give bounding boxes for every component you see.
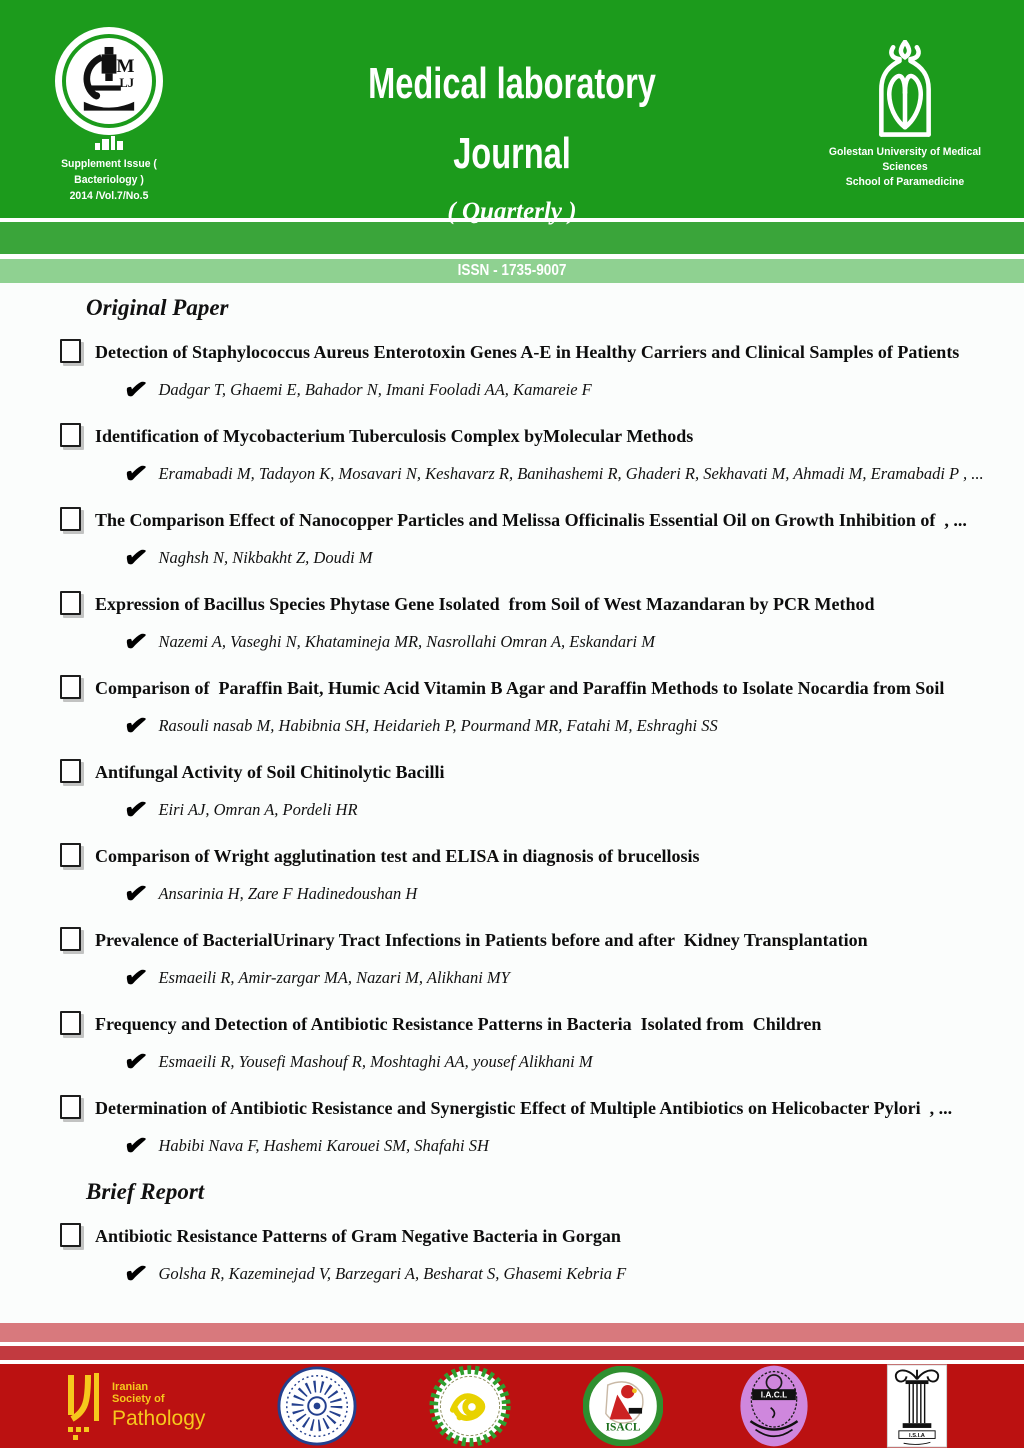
microscope-icon — [72, 44, 146, 118]
checkmark-icon: ✔ — [122, 456, 150, 491]
parasitology-society-logo — [276, 1365, 358, 1447]
paper-authors: Esmaeili R, Amir-zargar MA, Nazari M, Alikhani MY — [158, 968, 510, 987]
paper-item — [0, 1011, 1024, 1079]
paper-authors: Habibi Nava F, Hashemi Karouei SM, Shafahi SH — [158, 1136, 489, 1155]
footer-logo-band — [0, 1364, 1024, 1448]
paper-checkbox[interactable] — [60, 423, 81, 447]
mlj-logo-block — [24, 34, 194, 204]
university-caption-line1: Golestan University of Medical Sciences — [828, 146, 982, 173]
paper-authors: Esmaeili R, Yousefi Mashouf R, Moshtaghi AA, yousef Alikhani M — [158, 1052, 593, 1071]
paper-title: Determination of Antibiotic Resistance and Synergistic Effect of Multiple Antibiotics on Helicobacter Pylori , ... — [95, 1098, 953, 1118]
mlj-logo — [62, 34, 156, 128]
paper-title: Detection of Staphylococcus Aureus Enterotoxin Genes A-E in Healthy Carriers and Clinical Samples of Patients — [95, 342, 960, 362]
paper-title: Antifungal Activity of Soil Chitinolytic Bacilli — [95, 762, 445, 782]
issue-caption-line1: Supplement Issue ( Bacteriology ) — [61, 158, 157, 186]
checkmark-icon: ✔ — [122, 540, 150, 575]
paper-item — [0, 591, 1024, 659]
university-logo-block — [800, 40, 1010, 190]
isacl-logo — [583, 1366, 663, 1446]
paper-item — [0, 1223, 1024, 1291]
paper-checkbox[interactable] — [60, 507, 81, 531]
paper-title: Identification of Mycobacterium Tuberculosis Complex byMolecular Methods — [95, 426, 694, 446]
checkmark-icon: ✔ — [122, 792, 150, 827]
green-band — [0, 222, 1024, 254]
paper-checkbox[interactable] — [60, 1095, 81, 1119]
skyline-icon — [87, 136, 131, 150]
golestan-university-emblem — [867, 40, 943, 140]
iranian-society-of-pathology-logo — [64, 1371, 205, 1441]
journal-title-line2: Journal — [453, 129, 571, 178]
issn-bar — [0, 259, 1024, 283]
checkmark-icon: ✔ — [122, 624, 150, 659]
svg-text:LJ: LJ — [119, 75, 135, 90]
paper-title: Comparison of Wright agglutination test and ELISA in diagnosis of brucellosis — [95, 846, 700, 866]
paper-item — [0, 1095, 1024, 1163]
journal-title-line1: Medical laboratory — [368, 59, 656, 108]
paper-item — [0, 423, 1024, 491]
pathology-emblem-icon — [64, 1371, 104, 1441]
journal-header — [0, 0, 1024, 225]
checkmark-icon: ✔ — [122, 960, 150, 995]
checkmark-icon: ✔ — [122, 876, 150, 911]
section-heading-brief-report: Brief Report — [86, 1179, 205, 1204]
checkmark-icon: ✔ — [122, 1128, 150, 1163]
paper-checkbox[interactable] — [60, 1223, 81, 1247]
journal-subtitle: ( Quarterly ) — [447, 198, 577, 225]
svg-text:I.S.I.A: I.S.I.A — [909, 1433, 925, 1440]
paper-item — [0, 339, 1024, 407]
paper-authors: Dadgar T, Ghaemi E, Bahador N, Imani Fooladi AA, Kamareie F — [158, 380, 592, 399]
paper-title: Frequency and Detection of Antibiotic Resistance Patterns in Bacteria Isolated from Children — [95, 1014, 822, 1034]
paper-checkbox[interactable] — [60, 591, 81, 615]
paper-checkbox[interactable] — [60, 339, 81, 363]
paper-checkbox[interactable] — [60, 843, 81, 867]
section-heading-original-paper: Original Paper — [86, 295, 229, 320]
paper-authors: Eramabadi M, Tadayon K, Mosavari N, Keshavarz R, Banihashemi R, Ghaderi R, Sekhavati M, Ahmadi M, Eramabadi P , ... — [158, 464, 984, 483]
checkmark-icon: ✔ — [122, 708, 150, 743]
pathology-logo-text: Iranian Society of Pathology — [112, 1381, 206, 1430]
paper-item — [0, 507, 1024, 575]
paper-item — [0, 759, 1024, 827]
svg-text:M: M — [116, 56, 135, 78]
paper-checkbox[interactable] — [60, 1011, 81, 1035]
paper-checkbox[interactable] — [60, 927, 81, 951]
table-of-contents — [0, 283, 1024, 1323]
isia-logo — [886, 1364, 948, 1448]
paper-title: The Comparison Effect of Nanocopper Particles and Melissa Officinalis Essential Oil on Growth Inhibition of , ... — [95, 510, 967, 530]
green-scalloped-emblem-logo — [428, 1364, 512, 1448]
iacl-logo — [733, 1364, 815, 1448]
issue-caption-line2: 2014 /Vol.7/No.5 — [69, 190, 149, 202]
footer-stripe-salmon — [0, 1323, 1024, 1342]
paper-title: Antibiotic Resistance Patterns of Gram Negative Bacteria in Gorgan — [95, 1226, 621, 1246]
paper-authors: Nazemi A, Vaseghi N, Khatamineja MR, Nasrollahi Omran A, Eskandari M — [158, 632, 655, 651]
paper-authors: Naghsh N, Nikbakht Z, Doudi M — [158, 548, 373, 567]
paper-authors: Ansarinia H, Zare F Hadinedoushan H — [158, 884, 418, 903]
paper-item — [0, 927, 1024, 995]
issn-text: ISSN - 1735-9007 — [457, 262, 567, 279]
paper-title: Prevalence of BacterialUrinary Tract Infections in Patients before and after Kidney Transplantation — [95, 930, 868, 950]
paper-checkbox[interactable] — [60, 675, 81, 699]
checkmark-icon: ✔ — [122, 1044, 150, 1079]
university-caption-line2: School of Paramedicine — [845, 176, 965, 188]
paper-title: Comparison of Paraffin Bait, Humic Acid Vitamin B Agar and Paraffin Methods to Isolate Nocardia from Soil — [95, 678, 945, 698]
checkmark-icon: ✔ — [122, 1256, 150, 1291]
paper-item — [0, 843, 1024, 911]
footer-stripe-red — [0, 1346, 1024, 1360]
checkmark-icon: ✔ — [122, 372, 150, 407]
svg-text:I.A.C.L: I.A.C.L — [761, 1389, 788, 1400]
paper-authors: Eiri AJ, Omran A, Pordeli HR — [158, 800, 358, 819]
svg-text:ISACL: ISACL — [605, 1421, 641, 1434]
paper-authors: Golsha R, Kazeminejad V, Barzegari A, Besharat S, Ghasemi Kebria F — [158, 1264, 627, 1283]
paper-authors: Rasouli nasab M, Habibnia SH, Heidarieh P, Pourmand MR, Fatahi M, Eshraghi SS — [158, 716, 718, 735]
paper-item — [0, 675, 1024, 743]
paper-title: Expression of Bacillus Species Phytase Gene Isolated from Soil of West Mazandaran by PCR Method — [95, 594, 875, 614]
paper-checkbox[interactable] — [60, 759, 81, 783]
